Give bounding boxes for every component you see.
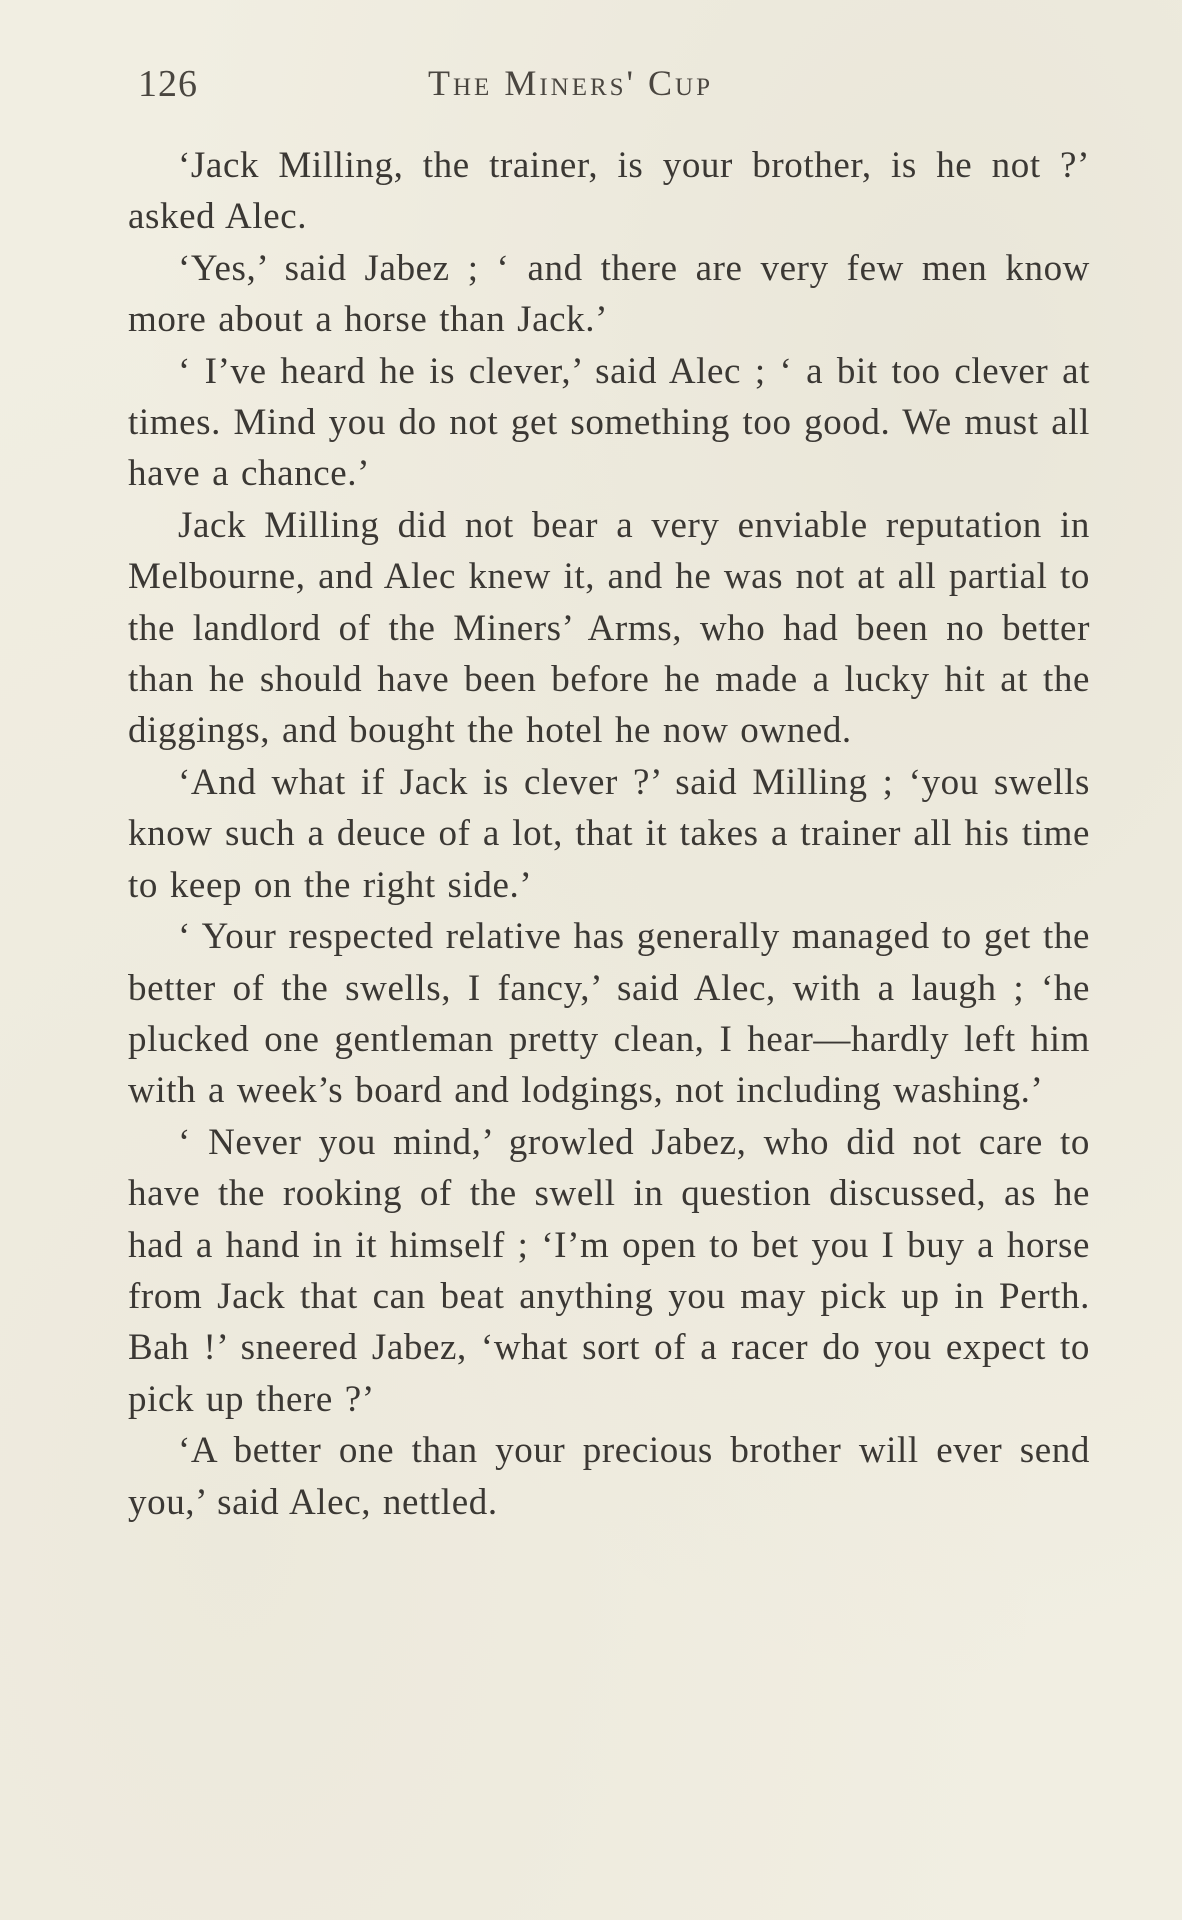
paragraph: ‘Jack Milling, the trainer, is your brother, is he not ?’ asked Alec. [128,145,1090,238]
paragraph: Jack Milling did not bear a very enviable reputation in Melbourne, and Alec knew it, and he was not at all partial to the landlord of the Miners’ Arms, who had been no better than he should have been before he made a lucky hit at the diggings, and bought the hotel he now owned. [128,504,1090,752]
paragraph: ‘Yes,’ said Jabez ; ‘ and there are very few men know more about a horse than Jack.’ [128,247,1090,341]
paragraph: ‘ Your respected relative has generally managed to get the better of the swells, I fancy,’ said Alec, with a laugh ; ‘he plucked one gentleman pretty clean, I hear—hardly left him with a week’s board and lodgings, not including washing.’ [128,916,1090,1112]
paragraph: ‘A better one than your precious brother will ever send you,’ said Alec, nettled. [128,1430,1090,1523]
page-number: 126 [138,63,198,105]
page-header [138,62,1088,118]
paragraph: ‘And what if Jack is clever ?’ said Milling ; ‘you swells know such a deuce of a lot, that it takes a trainer all his time to keep on the right side.’ [128,761,1090,906]
paragraph: ‘ Never you mind,’ growled Jabez, who did not care to have the rooking of the swell in question discussed, as he had a hand in it himself ; ‘I’m open to bet you I buy a horse from Jack that can beat anything you may pick up in Perth. Bah !’ sneered Jabez, ‘what sort of a racer do you expect to pick up there ?’ [128,1121,1090,1420]
paragraph: ‘ I’ve heard he is clever,’ said Alec ; ‘ a bit too clever at times. Mind you do not get something too good. We must all have a chance.’ [128,350,1090,495]
body-text [128,140,1090,1528]
running-title: The Miners' Cup [428,63,714,103]
